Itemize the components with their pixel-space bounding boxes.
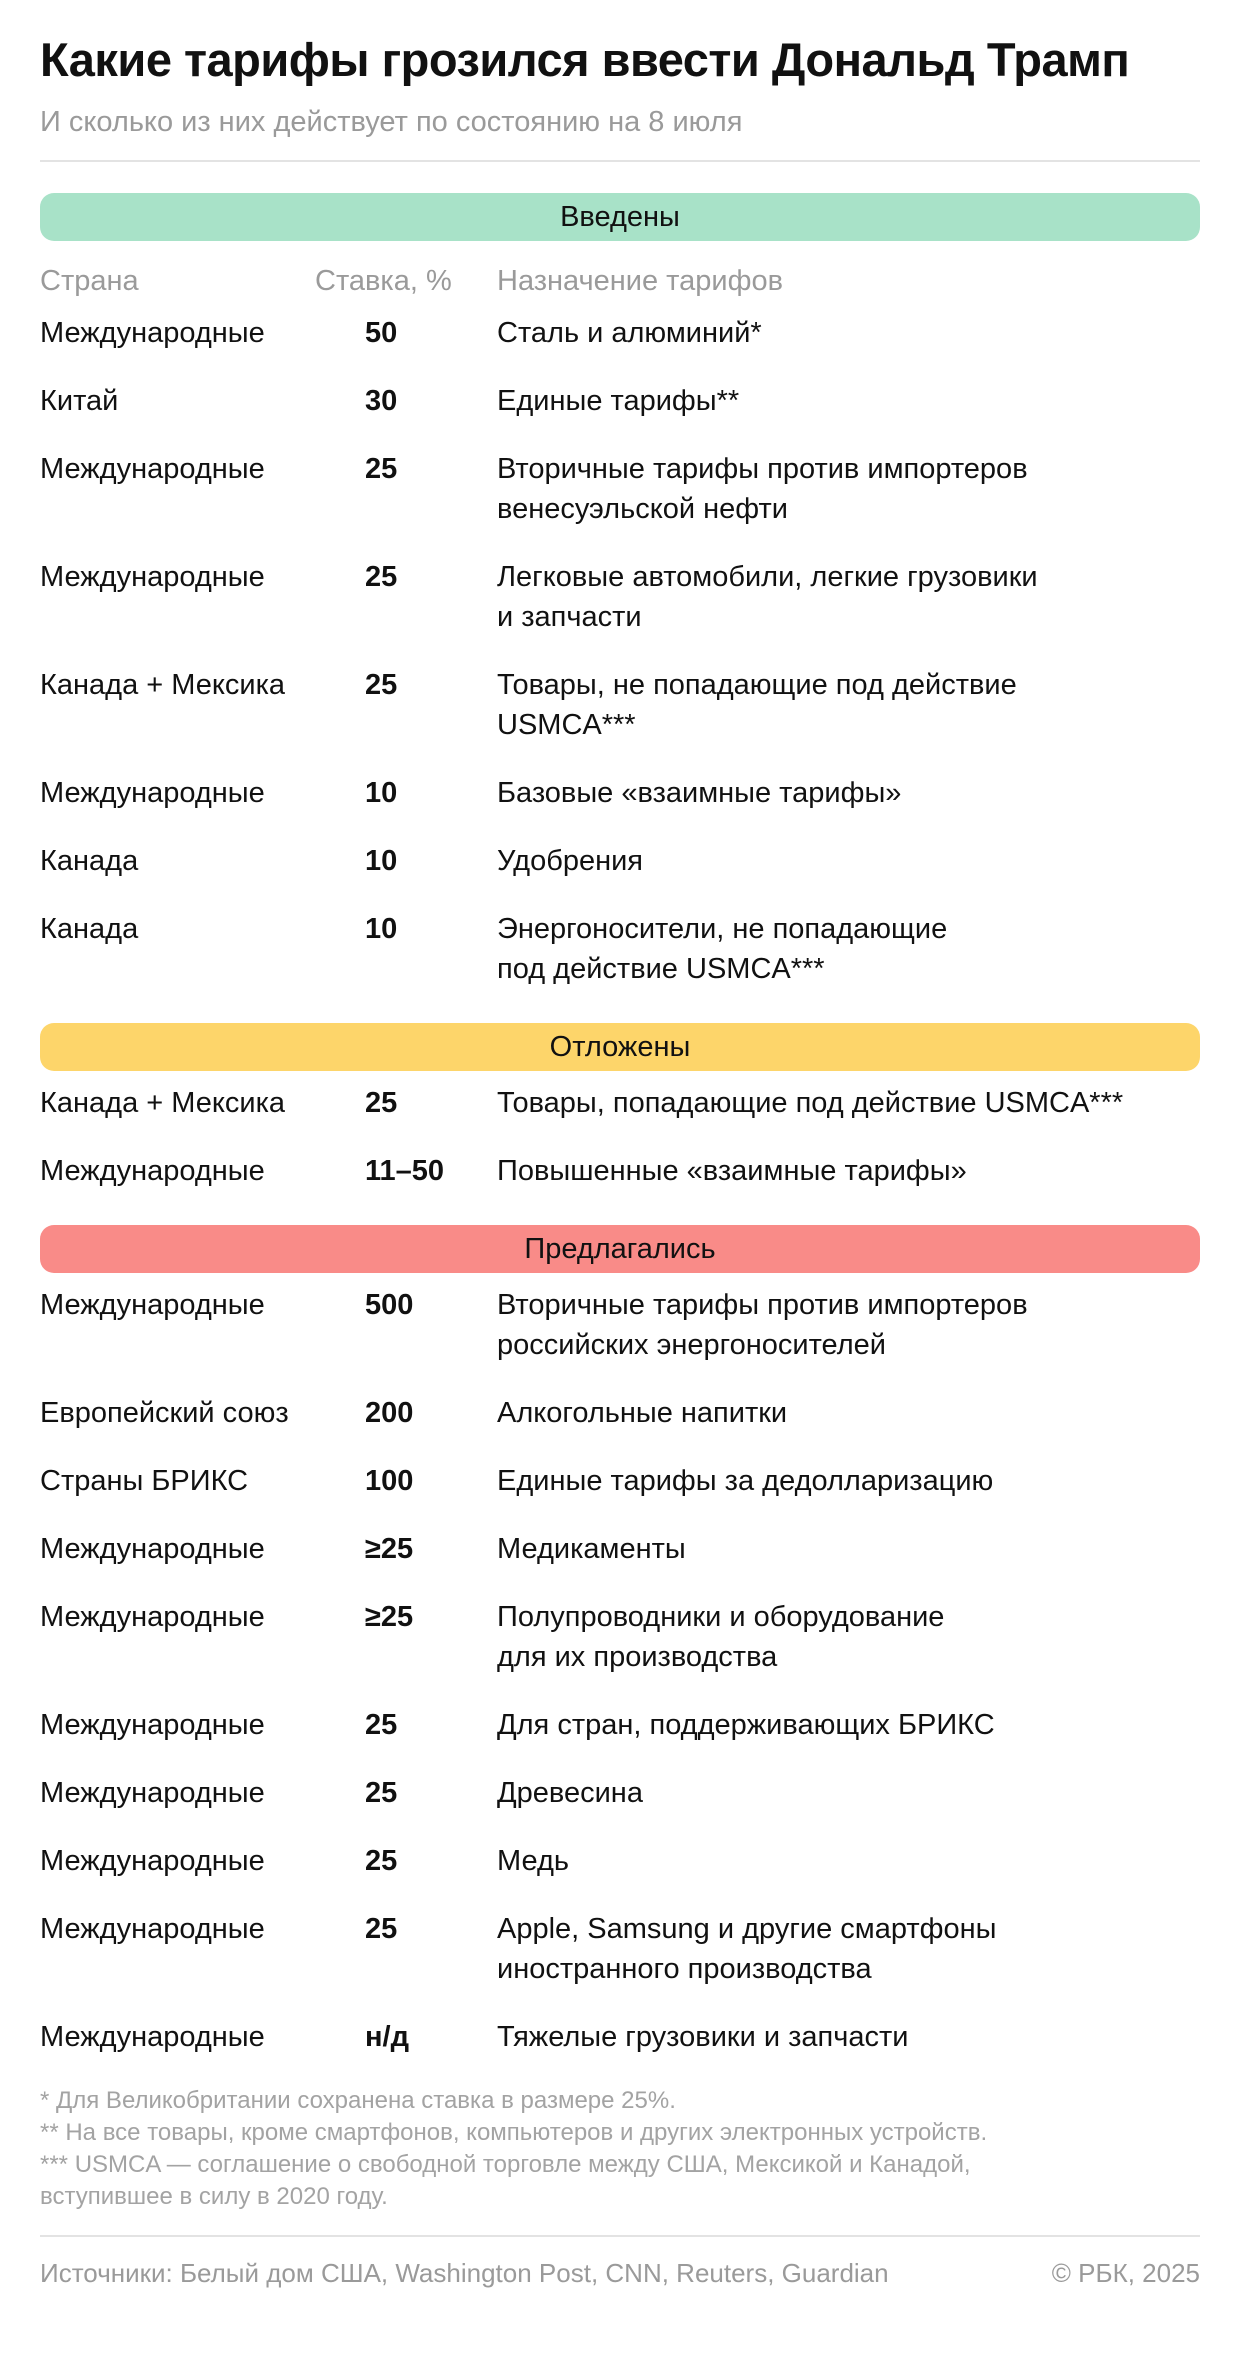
purpose-line: Древесина [497,1777,643,1809]
table-row [40,1529,1200,1569]
purpose-line: Товары, не попадающие под действие [497,669,1017,701]
footnote: * Для Великобритании сохранена ставка в размере 25%. [40,2087,676,2114]
purpose-line: Вторичные тарифы против импортеров [497,1289,1028,1321]
table-row [40,1151,1200,1191]
rows-proposed [40,1285,1200,2057]
rate-cell: 100 [365,1465,414,1497]
table-row [40,1083,1200,1123]
country-cell: Международные [40,1709,265,1741]
purpose-cell [497,1393,1200,1433]
table-row [40,1597,1200,1677]
country-cell: Международные [40,2021,265,2053]
purpose-cell [497,1083,1200,1123]
purpose-line: Полупроводники и оборудование [497,1601,945,1633]
country-cell: Китай [40,385,119,417]
purpose-line: Базовые «взаимные тарифы» [497,777,902,809]
purpose-line: и запчасти [497,601,642,633]
country-cell: Международные [40,777,265,809]
country-cell: Страны БРИКС [40,1465,249,1497]
country-cell: Международные [40,1845,265,1877]
purpose-line: Легковые автомобили, легкие грузовики [497,561,1038,593]
section-bar-proposed [40,1225,1200,1273]
purpose-cell [497,381,1200,421]
table-row [40,449,1200,529]
table-row [40,1393,1200,1433]
footer [40,2255,1200,2291]
country-cell: Международные [40,561,265,593]
rate-cell: 10 [365,777,398,809]
purpose-line: иностранного производства [497,1953,872,1985]
country-cell: Международные [40,453,265,485]
table-row [40,1461,1200,1501]
rows-introduced [40,313,1200,989]
purpose-cell [497,313,1200,353]
table-row [40,1773,1200,1813]
purpose-line: Тяжелые грузовики и запчасти [497,2021,909,2053]
purpose-line: Медь [497,1845,570,1877]
table-row [40,2017,1200,2057]
footnote: *** USMCA — соглашение о свободной торговле между США, Мексикой и Канадой, [40,2151,971,2178]
footnotes [40,2085,1200,2213]
purpose-cell [497,1461,1200,1501]
rate-cell: 25 [365,453,398,485]
purpose-line: Товары, попадающие под действие USMCA*** [497,1087,1124,1119]
column-header-rate: Ставка, % [315,265,452,297]
purpose-line: Сталь и алюминий* [497,317,762,349]
country-cell: Международные [40,1155,265,1187]
purpose-cell [497,909,1200,989]
sources-text: Источники: Белый дом США, Washington Post, CNN, Reuters, Guardian [40,2258,889,2288]
table-row [40,1841,1200,1881]
purpose-line: Единые тарифы за дедолларизацию [497,1465,994,1497]
table-row [40,1285,1200,1365]
purpose-cell [497,2017,1200,2057]
table-row [40,909,1200,989]
purpose-line: Энергоносители, не попадающие [497,913,948,945]
table-row [40,1909,1200,1989]
section-label-introduced: Введены [560,200,680,233]
section-bar-introduced [40,193,1200,241]
purpose-line: Единые тарифы** [497,385,740,417]
purpose-line: российских энергоносителей [497,1329,886,1361]
purpose-line: Вторичные тарифы против импортеров [497,453,1028,485]
country-cell: Европейский союз [40,1397,289,1429]
country-cell: Канада [40,913,139,945]
purpose-line: Apple, Samsung и другие смартфоны [497,1913,997,1945]
table-row [40,313,1200,353]
purpose-cell [497,1597,1200,1677]
table-row [40,773,1200,813]
country-cell: Канада + Мексика [40,669,286,701]
copyright-text: © РБК, 2025 [1051,2258,1200,2288]
rate-cell: 25 [365,1087,398,1119]
rate-cell: 11–50 [365,1155,445,1187]
country-cell: Канада [40,845,139,877]
country-cell: Канада + Мексика [40,1087,286,1119]
column-headers [40,261,1200,301]
rate-cell: ≥25 [365,1533,414,1565]
rate-cell: н/д [365,2021,409,2053]
purpose-line: USMCA*** [497,709,636,741]
purpose-cell [497,841,1200,881]
country-cell: Международные [40,1777,265,1809]
table-row [40,1705,1200,1745]
country-cell: Международные [40,1533,265,1565]
purpose-line: Медикаменты [497,1533,686,1565]
column-header-country: Страна [40,265,139,297]
purpose-line: под действие USMCA*** [497,953,825,985]
header-divider [40,160,1200,162]
rate-cell: 25 [365,1709,398,1741]
rate-cell: 25 [365,561,398,593]
column-header-purpose: Назначение тарифов [497,265,783,297]
country-cell: Международные [40,1913,265,1945]
page-title: Какие тарифы грозился ввести Дональд Трамп [40,33,1130,86]
rate-cell: ≥25 [365,1601,414,1633]
country-cell: Международные [40,317,265,349]
purpose-cell [497,773,1200,813]
purpose-line: венесуэльской нефти [497,493,788,525]
rate-cell: 50 [365,317,398,349]
rate-cell: 25 [365,669,398,701]
rate-cell: 25 [365,1913,398,1945]
purpose-line: Для стран, поддерживающих БРИКС [497,1709,995,1741]
rate-cell: 10 [365,913,398,945]
rate-cell: 25 [365,1777,398,1809]
purpose-cell [497,665,1200,745]
footnote: вступившее в силу в 2020 году. [40,2183,388,2210]
rows-postponed [40,1083,1200,1191]
purpose-cell [497,557,1200,637]
purpose-cell [497,1285,1200,1365]
purpose-cell [497,1529,1200,1569]
purpose-line: Удобрения [497,845,643,877]
purpose-cell [497,1773,1200,1813]
rate-cell: 25 [365,1845,398,1877]
rate-cell: 10 [365,845,398,877]
table-row [40,665,1200,745]
country-cell: Международные [40,1601,265,1633]
table-row [40,557,1200,637]
page-subtitle: И сколько из них действует по состоянию на 8 июля [40,106,743,138]
rate-cell: 30 [365,385,398,417]
purpose-cell [497,1705,1200,1745]
purpose-line: Алкогольные напитки [497,1397,788,1429]
section-bar-postponed [40,1023,1200,1071]
purpose-cell [497,1841,1200,1881]
footnote: ** На все товары, кроме смартфонов, компьютеров и других электронных устройств. [40,2119,988,2146]
rate-cell: 500 [365,1289,414,1321]
purpose-cell [497,1909,1200,1989]
footer-divider [40,2235,1200,2237]
table-row [40,841,1200,881]
table-row [40,381,1200,421]
section-label-postponed: Отложены [549,1030,691,1063]
purpose-line: для их производства [497,1641,778,1673]
country-cell: Международные [40,1289,265,1321]
rate-cell: 200 [365,1397,414,1429]
purpose-cell [497,1151,1200,1191]
purpose-line: Повышенные «взаимные тарифы» [497,1155,967,1187]
purpose-cell [497,449,1200,529]
section-label-proposed: Предлагались [524,1232,716,1265]
